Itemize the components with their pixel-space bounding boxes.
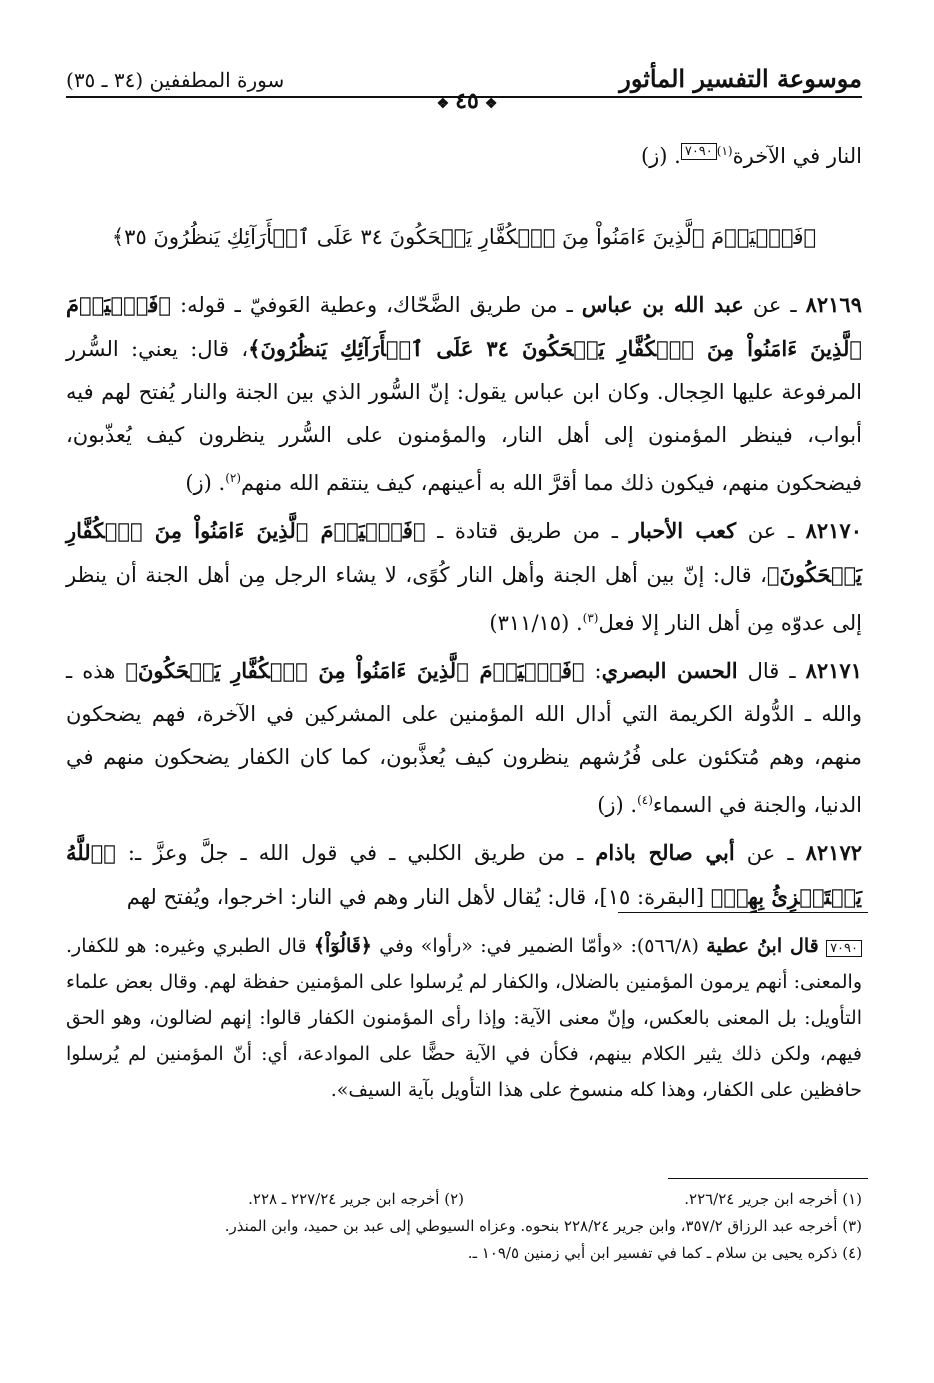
footnote-2: (٢) أخرجه ابن جرير ٢٢٧/٢٤ ـ ٢٢٨. xyxy=(248,1190,464,1208)
quran-quote: ﴿فَٱلۡيَوۡمَ ٱلَّذِينَ ءَامَنُواْ مِنَ ٱلۡكُفَّارِ يَضۡحَكُونَ ٣٤ عَلَى ٱلۡأَرَآئِكِ يَنظُرُونَ﴾ xyxy=(66,292,862,361)
footnote-ref: (٢) xyxy=(225,471,242,485)
intro-line xyxy=(66,130,862,178)
footnote-row xyxy=(66,1186,862,1213)
note-ref: (٥٦٦/٨): «وأمّا الضمير في: «رأوا» وفي xyxy=(371,935,707,957)
footnote-3: (٣) أخرجه عبد الرزاق ٣٥٧/٢، وابن جرير ٢٢٨/٢٤ بنحوه. وعزاه السيوطي إلى عبد بن حميد، وابن المنذر. xyxy=(224,1217,862,1235)
footnotes xyxy=(66,1186,862,1267)
main-text xyxy=(66,130,862,923)
entry-pre: ـ قال xyxy=(737,659,806,683)
entry-82170 xyxy=(66,509,862,645)
footnote-ref: (٤) xyxy=(637,793,653,807)
entry-82171 xyxy=(66,649,862,827)
quran-quote: ﴿فَٱلۡيَوۡمَ ٱلَّذِينَ ءَامَنُواْ مِنَ ٱلۡكُفَّارِ يَضۡحَكُونَ﴾ xyxy=(125,658,585,683)
quran-quote: ﴿فَٱلۡيَوۡمَ ٱلَّذِينَ ءَامَنُواْ مِنَ ٱلۡكُفَّارِ يَضۡحَكُونَ﴾ xyxy=(66,518,862,587)
entry-number: ٨٢١٧٢ xyxy=(805,840,863,865)
footnote-ref: (٣) xyxy=(582,611,599,625)
entry-text: ـ من طريق الكلبي ـ في قول الله ـ جلَّ وعزَّ ـ: xyxy=(115,841,596,865)
entry-end: . (ز) xyxy=(597,793,638,817)
entry-number: ٨٢١٦٩ xyxy=(805,292,862,317)
quran-quote: ﴿قَالُوٓاْ﴾ xyxy=(313,935,372,957)
note-author: قال ابنُ عطية xyxy=(706,935,819,957)
note-ref-box: ٧٠٩٠ xyxy=(826,940,862,957)
page-number-row xyxy=(0,88,934,114)
footnote-separator xyxy=(668,1178,868,1179)
entry-82169 xyxy=(66,283,862,505)
entry-pre: ـ عن xyxy=(734,841,806,865)
entry-body: ، قال: إنّ بين أهل الجنة وأهل النار كُوًى، لا يشاء الرجل مِن أهل الجنة أن ينظر إلى عدوّه مِن أهل النار إلا فعل xyxy=(66,563,862,635)
narrator-name: عبد الله بن عباس xyxy=(581,292,744,317)
page-number: ٤٥ xyxy=(455,88,479,114)
footnote-4: (٤) ذكره يحيى بن سلام ـ كما في تفسير ابن أبي زمنين ١٠٩/٥ ـ. xyxy=(467,1244,862,1262)
entry-body: [البقرة: ١٥]، قال: يُقال لأهل النار وهم في النار: اخرجوا، ويُفتح لهم xyxy=(126,885,711,909)
entry-number: ٨٢١٧٠ xyxy=(805,518,862,543)
entry-body: ، قال: يعني: السُّرر المرفوعة عليها الحِجال. وكان ابن عباس يقول: إنّ السُّور الذي بين الجنة والنار يُفتح لهم فيه أبواب، فينظر المؤمنون إلى أهل النار، والمؤمنون على السُّرر ينظرون كيف يُعذّبون، فيضحكون منهم، فيكون ذلك مما أقرَّ الله به أعينهم، كيف ينتقم الله منهم xyxy=(66,337,862,495)
narrator-name: الحسن البصري xyxy=(601,658,738,683)
entry-end: . (ز) xyxy=(185,471,226,495)
entry-pre: ـ عن xyxy=(736,519,806,543)
quran-quote: ﴿ٱللَّهُ يَسۡتَهۡزِئُ بِهِمۡ﴾ xyxy=(66,840,862,909)
entry-pre: ـ عن xyxy=(743,293,806,317)
footnote-ref: (١) xyxy=(716,144,733,158)
footnote-1: (١) أخرجه ابن جرير ٢٢٦/٢٤. xyxy=(684,1190,862,1208)
entry-body: هذه ـ والله ـ الدُّولة الكريمة التي أدال الله المؤمنين على المشركين في الآخرة، فهم يضحكون منهم، وهم مُتكئون على فُرُشهم ينظرون كيف يُعذَّبون، كما كان الكفار يضحكون منهم في الدنيا، والجنة في السماء xyxy=(66,659,862,817)
commentary-note xyxy=(66,928,862,1108)
entry-end: . (٣١١/١٥) xyxy=(489,611,583,635)
narrator-name: كعب الأحبار xyxy=(629,518,737,543)
verse-heading: ﴿فَٱلۡيَوۡمَ ٱلَّذِينَ ءَامَنُواْ مِنَ ٱلۡكُفَّارِ يَضۡحَكُونَ ٣٤ عَلَى ٱلۡأَرَآئِكِ يَنظُرُونَ ٣٥﴾ xyxy=(111,225,817,249)
entry-82172 xyxy=(66,831,862,919)
entry-text: ـ من طريق قتادة ـ xyxy=(425,519,630,543)
surah-label: سورة المطففين (٣٤ ـ ٣٥) xyxy=(66,68,285,92)
ornament-icon: ❖ xyxy=(436,96,450,112)
narrator-name: أبي صالح باذام xyxy=(595,840,735,865)
intro-tail: . (ز) xyxy=(640,144,681,168)
note-ref-box: ٧٠٩٠ xyxy=(681,143,717,160)
entry-number: ٨٢١٧١ xyxy=(805,658,862,683)
note-text: قال الطبري وغيره: هو للكفار. والمعنى: أنهم يرمون المؤمنين بالضلال، والكفار لم يُرسلوا على المؤمنين حفظة لهم. وقال بعض علماء التأويل: بل المعنى بالعكس، وإنّ معنى الآية: وإذا رأى المؤمنون الكفار قالوا: إنهم لضالون، وهو الحق فيهم، ولكن ذلك يثير الكلام بينهم، فكأن في الآية حضًّا على الموادعة، أي: أنّ المؤمنين لم يُرسلوا حافظين على الكفار، وهذا كله منسوخ على هذا التأويل بآية السيف». xyxy=(66,935,862,1101)
ornament-icon: ❖ xyxy=(484,96,498,112)
entry-text: : xyxy=(584,659,602,683)
note-separator xyxy=(618,912,868,913)
book-title: موسوعة التفسير المأثور xyxy=(619,64,862,93)
intro-text: النار في الآخرة xyxy=(732,144,862,168)
entry-text: ـ من طريق الضَّحّاك، وعطية العَوفيّ ـ قوله: xyxy=(171,293,582,317)
